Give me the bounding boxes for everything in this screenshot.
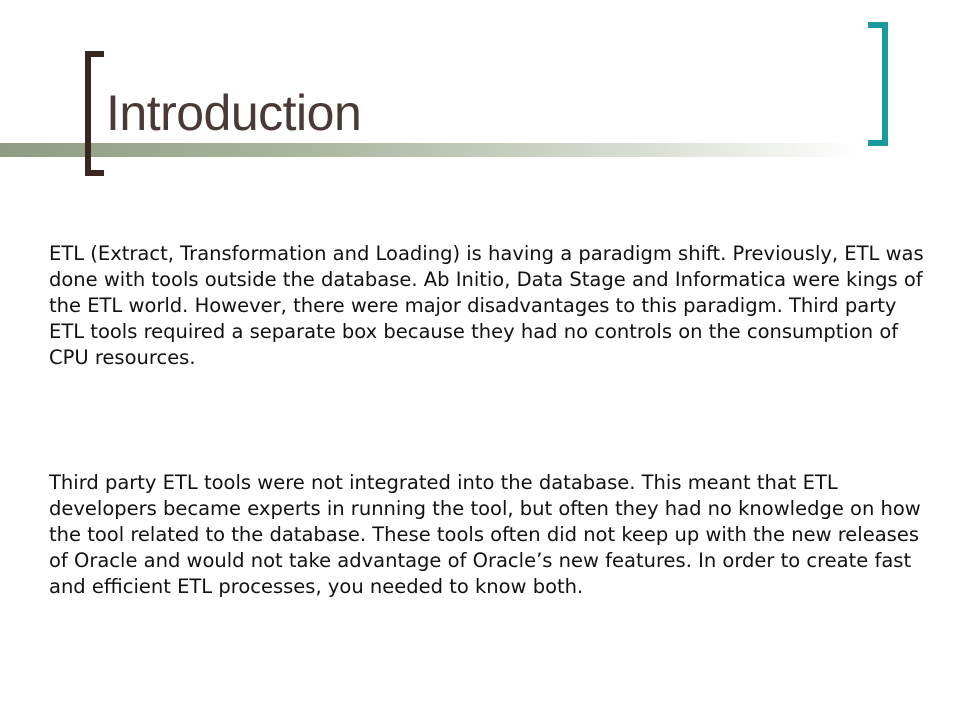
slide-title: Introduction: [106, 85, 362, 141]
body-paragraph-2: Third party ETL tools were not integrated into the database. This meant that ETL developers became experts in running the tool, but often they had no knowledge on how the tool related to the database. These tools often did not keep up with the new releases of Oracle and would not take advantage of Oracle’s new features. In order to create fast and efficient ETL processes, you needed to know both.: [49, 471, 921, 598]
right-bracket-decoration: [868, 22, 888, 146]
left-bracket-decoration: [85, 51, 104, 176]
title-gradient-bar: [0, 143, 860, 157]
body-paragraph-1: ETL (Extract, Transformation and Loading) is having a paradigm shift. Previously, ETL was done with tools outside the database. Ab Initio, Data Stage and Informatica were kings of the ETL world. However, there were major disadvantages to this paradigm. Third party ETL tools required a separate box because they had no controls on the consumption of CPU resources.: [49, 242, 924, 369]
